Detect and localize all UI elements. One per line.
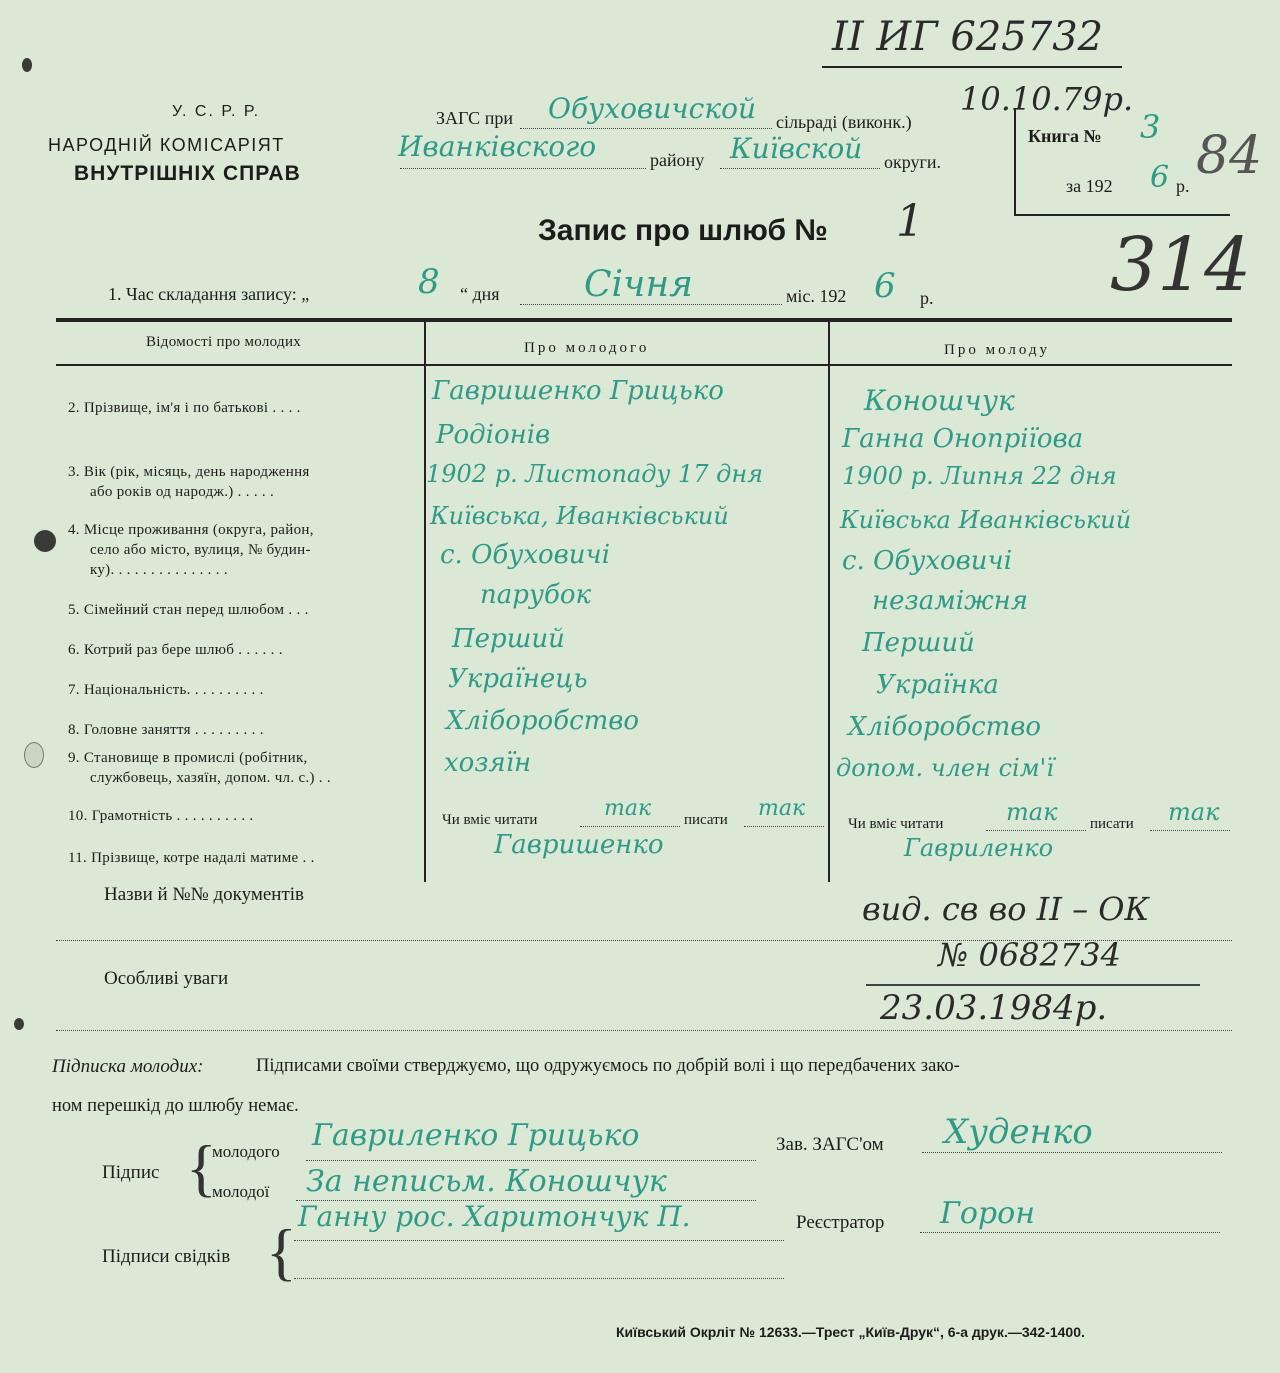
- bride-future-surname: Гавриленко: [904, 834, 1054, 862]
- groom-sig-line: [306, 1160, 756, 1161]
- stamp-date: 10.10.79р.: [960, 80, 1134, 118]
- special-notes-date: 23.03.1984р.: [880, 988, 1108, 1028]
- groom-read-line: [580, 826, 680, 827]
- bride-read-answer: так: [1006, 798, 1058, 826]
- row-label-surname: 2. Прізвище, ім'я і по батькові . . . .: [68, 400, 301, 416]
- time-r: р.: [920, 288, 934, 308]
- book-year-prefix: за 192: [1066, 176, 1113, 196]
- pidpys-label: Підпис: [102, 1162, 160, 1183]
- groom-signature: Гавриленко Грицько: [312, 1118, 640, 1153]
- time-year-digit: 6: [874, 266, 896, 306]
- punch-hole-2: [34, 530, 56, 552]
- molodogo-label: молодого: [212, 1142, 280, 1161]
- punch-hole-3: [24, 742, 44, 768]
- bride-birth: 1900 р. Липня 22 дня: [842, 462, 1117, 490]
- groom-residence-2: с. Обуховичі: [440, 540, 611, 570]
- row-label-occupation: 8. Головне заняття . . . . . . . . .: [68, 722, 264, 738]
- time-mis: міс. 192: [786, 286, 847, 306]
- district-line: [400, 168, 646, 169]
- time-month: Січня: [584, 264, 694, 305]
- village-line: [520, 128, 772, 129]
- groom-write-line: [744, 826, 824, 827]
- groom-family-status: парубок: [480, 580, 592, 610]
- documents-hw-line1: вид. св во II – ОК: [862, 890, 1150, 928]
- margin-note-314: 314: [1110, 222, 1252, 308]
- bride-name: Ганна Онопріїова: [842, 424, 1084, 454]
- record-title: Запис про шлюб №: [538, 214, 828, 247]
- row-label-nationality: 7. Національність. . . . . . . . . .: [68, 682, 264, 698]
- statement-line1: Підписами своїми стверджуємо, що одружуємось по добрій волі і що передбачених зако-: [256, 1056, 960, 1076]
- okrugy-label: округи.: [884, 152, 942, 172]
- record-number: 1: [896, 196, 924, 247]
- col-header-info: Відомості про молодих: [146, 334, 302, 350]
- table-col-divider-1: [424, 322, 426, 882]
- bride-write-answer: так: [1168, 798, 1220, 826]
- witnesses-label: Підписи свідків: [102, 1246, 231, 1267]
- groom-can-read-label: Чи вміє читати: [442, 812, 538, 828]
- row-label-future-surname: 11. Прізвище, котре надалі матиме . .: [68, 850, 315, 866]
- groom-marriage-count: Перший: [452, 624, 565, 654]
- village-handwritten: Обуховичской: [548, 92, 756, 125]
- rayonu-label: району: [650, 150, 705, 170]
- registrar-label: Реєстратор: [796, 1212, 885, 1233]
- documents-hw-line2: № 0682734: [938, 936, 1121, 974]
- book-number: 3: [1140, 108, 1161, 146]
- bride-residence-1: Київська Иванківський: [840, 506, 1132, 534]
- bride-nationality: Українка: [876, 670, 999, 700]
- bride-write-label: писати: [1090, 816, 1134, 832]
- punch-hole-4: [14, 1018, 24, 1030]
- groom-position: хозяїн: [444, 748, 532, 778]
- zav-zags-label: Зав. ЗАГС'ом: [776, 1134, 884, 1155]
- book-year-r: р.: [1176, 176, 1190, 196]
- registrar-signature: Горон: [940, 1196, 1035, 1231]
- groom-patronymic: Родіонів: [436, 420, 551, 450]
- zags-prefix: ЗАГС при: [436, 108, 513, 128]
- col-header-bride: Про молоду: [944, 342, 1051, 358]
- row-label-position-1: 9. Становище в промислі (робітник,: [68, 750, 308, 766]
- groom-occupation: Хліборобство: [446, 706, 640, 736]
- okruga-handwritten: Київской: [730, 132, 863, 165]
- bride-marriage-count: Перший: [862, 628, 975, 658]
- witness-signature: Ганну рос. Харитончук П.: [298, 1200, 691, 1233]
- registrar-sig-line: [920, 1232, 1220, 1233]
- groom-write-label: писати: [684, 812, 728, 828]
- district-handwritten: Иванківского: [398, 130, 597, 163]
- bride-family-status: незаміжня: [872, 586, 1028, 616]
- stamp-number: II ИГ 625732: [832, 14, 1104, 60]
- row-label-marriage-count: 6. Котрий раз бере шлюб . . . . . .: [68, 642, 283, 658]
- bride-read-line: [986, 830, 1086, 831]
- row-label-residence-1: 4. Місце проживання (округа, район,: [68, 522, 314, 538]
- witness-line-1: [294, 1240, 784, 1241]
- col-header-groom: Про молодого: [524, 340, 650, 356]
- row-label-position-2: службовець, хазяїн, допом. чл. с.) . .: [90, 770, 331, 786]
- table-top-rule: [56, 318, 1232, 322]
- row-label-literacy: 10. Грамотність . . . . . . . . . .: [68, 808, 254, 824]
- printer-footer: Київський Окрліт № 12633.—Трест „Київ-Друк“, 6-а друк.—342-1400.: [616, 1324, 1085, 1340]
- pidpyska-label: Підписка молодих:: [52, 1056, 204, 1077]
- bride-residence-2: с. Обуховичі: [842, 546, 1013, 576]
- time-dnya: “ дня: [460, 284, 500, 304]
- molodoi-label: молодої: [212, 1182, 270, 1201]
- row-label-residence-2: село або місто, вулиця, № будин-: [90, 542, 311, 558]
- bride-can-read-label: Чи вміє читати: [848, 816, 944, 832]
- special-notes-ink-line: [866, 984, 1200, 986]
- groom-residence-1: Київська, Иванківський: [430, 502, 729, 530]
- groom-future-surname: Гавришенко: [494, 830, 664, 860]
- commissariat-line2: ВНУТРІШНІХ СПРАВ: [74, 162, 301, 185]
- okruga-line: [720, 168, 880, 169]
- groom-birth: 1902 р. Листопаду 17 дня: [426, 460, 764, 488]
- brace-2: {: [266, 1216, 297, 1287]
- row-label-family-status: 5. Сімейний стан перед шлюбом . . .: [68, 602, 309, 618]
- special-notes-line: [56, 1030, 1232, 1031]
- bride-position: допом. член сім'ї: [836, 754, 1054, 782]
- groom-read-answer: так: [604, 796, 652, 821]
- bride-signature: За неписьм. Коношчук: [306, 1164, 667, 1199]
- book-label: Книга №: [1028, 126, 1102, 146]
- commissariat-line1: НАРОДНІЙ КОМІСАРІЯТ: [48, 135, 285, 155]
- margin-note-84: 84: [1196, 126, 1263, 186]
- special-notes-label: Особливі уваги: [104, 968, 229, 989]
- ussr-label: У. С. Р. Р.: [172, 103, 261, 120]
- row-label-residence-3: ку). . . . . . . . . . . . . . .: [90, 562, 228, 578]
- documents-label: Назви й №№ документів: [104, 884, 305, 905]
- stamp-underline: [822, 66, 1122, 68]
- book-year-digit: 6: [1150, 160, 1170, 195]
- table-col-divider-2: [828, 322, 830, 882]
- table-header-rule: [56, 364, 1232, 366]
- groom-write-answer: так: [758, 796, 806, 821]
- groom-surname: Гавришенко Грицько: [432, 376, 724, 406]
- bride-surname: Коношчук: [864, 384, 1015, 417]
- zav-signature: Худенко: [944, 1112, 1093, 1152]
- time-label: 1. Час складання запису: „: [108, 284, 310, 304]
- bride-write-line: [1150, 830, 1230, 831]
- brace-1: {: [186, 1132, 217, 1203]
- witness-line-2: [294, 1278, 784, 1279]
- zav-sig-line: [922, 1152, 1222, 1153]
- row-label-age-2: або років од народж.) . . . . .: [90, 484, 275, 500]
- punch-hole-1: [22, 58, 32, 72]
- bride-occupation: Хліборобство: [848, 712, 1042, 742]
- groom-nationality: Українець: [448, 664, 588, 694]
- row-label-age-1: 3. Вік (рік, місяць, день народження: [68, 464, 310, 480]
- silradi-label: сільраді (виконк.): [776, 112, 912, 132]
- statement-line2: ном перешкід до шлюбу немає.: [52, 1096, 299, 1116]
- time-day: 8: [418, 262, 440, 302]
